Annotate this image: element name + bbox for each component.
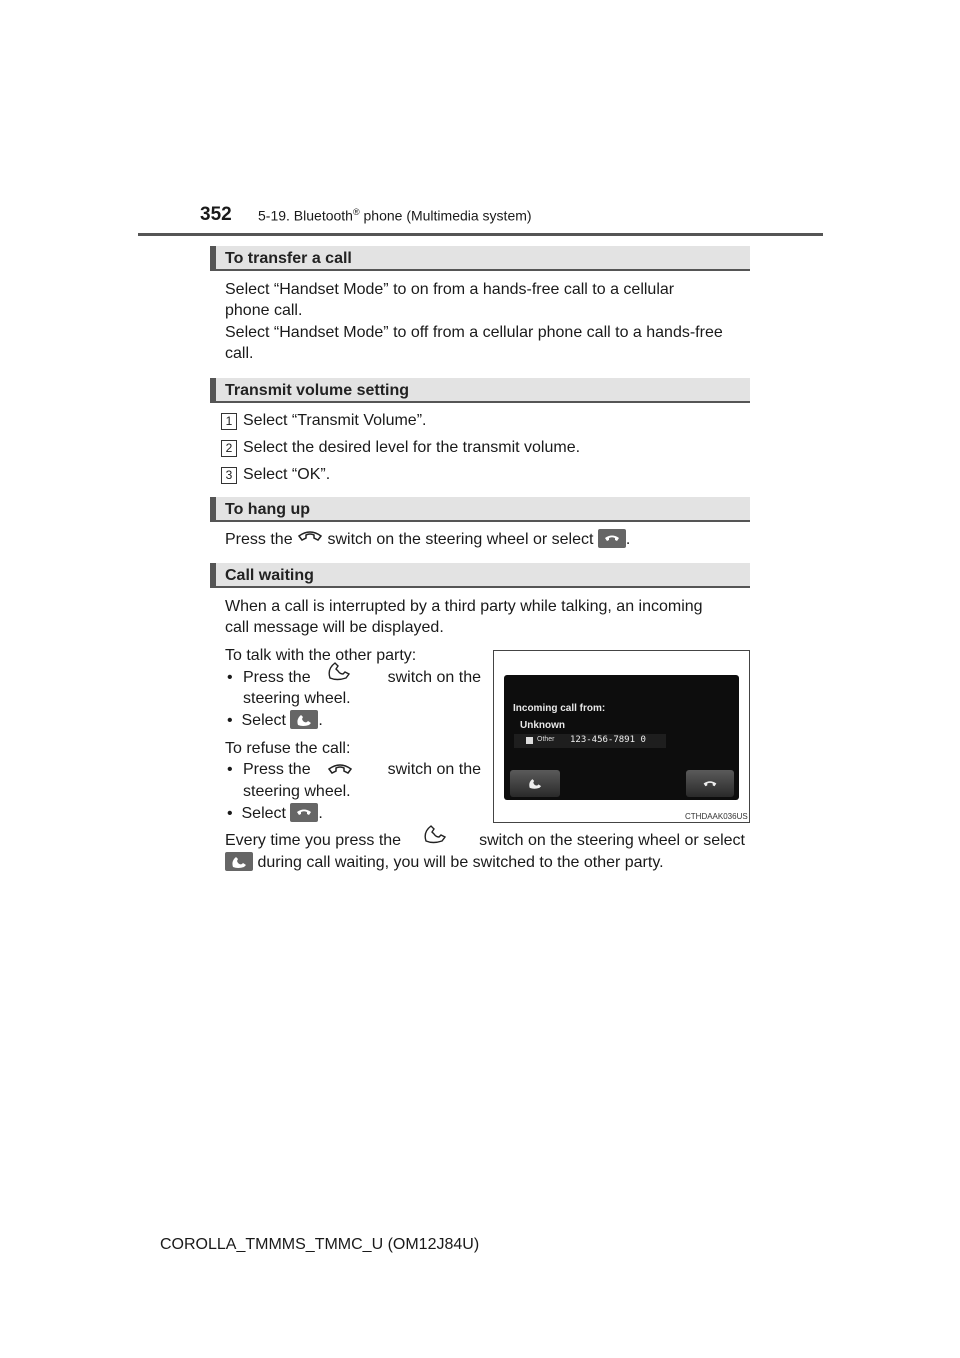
decline-call-button[interactable] xyxy=(686,770,734,797)
answer-button-icon xyxy=(225,852,253,871)
section-title: Call waiting xyxy=(225,567,314,584)
header-rule xyxy=(138,233,823,236)
answer-icon xyxy=(528,778,542,789)
bullet-dot: • xyxy=(227,761,233,778)
every-time-line-2: during call waiting, you will be switched to the other party. xyxy=(225,852,664,874)
talk-bullet-1-cont: steering wheel. xyxy=(243,690,351,707)
answer-call-button[interactable] xyxy=(510,770,560,797)
talk-heading: To talk with the other party: xyxy=(225,647,417,664)
screen-title: Incoming call from: xyxy=(513,703,606,714)
step-text: Select “OK”. xyxy=(243,466,331,483)
refuse-bullet-2: • Select . xyxy=(227,805,323,822)
hangup-text: Press the switch on the steering wheel or select . xyxy=(225,529,630,551)
decline-icon xyxy=(702,779,718,789)
bullet-dot: • xyxy=(227,805,233,822)
section-header-transfer xyxy=(210,246,750,271)
screen-caller: Unknown xyxy=(520,720,565,731)
section-header-transmit xyxy=(210,378,750,403)
pick-up-switch-icon xyxy=(327,661,351,688)
phone-number: 123-456-7891 0 xyxy=(570,735,646,745)
pick-up-switch-icon xyxy=(423,824,447,851)
step-number-box: 3 xyxy=(221,467,237,484)
screen-number-row xyxy=(514,734,666,748)
step-text: Select “Transmit Volume”. xyxy=(243,412,427,429)
bullet-dot: • xyxy=(227,712,233,729)
waiting-intro-1: When a call is interrupted by a third party while talking, an incoming xyxy=(225,598,703,615)
section-title: Transmit volume setting xyxy=(225,382,410,399)
transfer-line-2: phone call. xyxy=(225,302,303,319)
phone-type-label: Other xyxy=(537,736,555,743)
refuse-bullet-1-cont: steering wheel. xyxy=(243,783,351,800)
incoming-call-screen xyxy=(504,675,739,800)
chapter-title: 5-19. Bluetooth® phone (Multimedia system) xyxy=(258,207,532,224)
refuse-heading: To refuse the call: xyxy=(225,740,351,757)
transfer-line-4: call. xyxy=(225,345,254,362)
step-number-box: 2 xyxy=(221,440,237,457)
hang-up-switch-icon xyxy=(297,529,323,551)
figure-caption: CTHDAAK036US xyxy=(685,812,748,821)
section-header-hangup xyxy=(210,497,750,522)
hang-up-button-icon xyxy=(598,529,626,548)
transfer-line-1: Select “Handset Mode” to on from a hands-free call to a cellular xyxy=(225,281,675,298)
step-number-box: 1 xyxy=(221,413,237,430)
every-time-line-1: Every time you press the switch on the steering wheel or select xyxy=(225,830,745,852)
page-number: 352 xyxy=(200,204,232,225)
section-title: To hang up xyxy=(225,501,311,518)
phone-type-icon xyxy=(526,737,533,744)
section-header-waiting xyxy=(210,563,750,588)
answer-button-icon xyxy=(290,710,318,729)
talk-bullet-2: • Select . xyxy=(227,712,323,729)
footer-model: COROLLA_TMMMS_TMMC_U (OM12J84U) xyxy=(160,1236,480,1253)
transfer-line-3: Select “Handset Mode” to off from a cellular phone call to a hands-free xyxy=(225,324,723,341)
section-title: To transfer a call xyxy=(225,250,352,267)
step-text: Select the desired level for the transmit volume. xyxy=(243,439,581,456)
waiting-intro-2: call message will be displayed. xyxy=(225,619,444,636)
hang-up-button-icon xyxy=(290,803,318,822)
bullet-dot: • xyxy=(227,669,233,686)
